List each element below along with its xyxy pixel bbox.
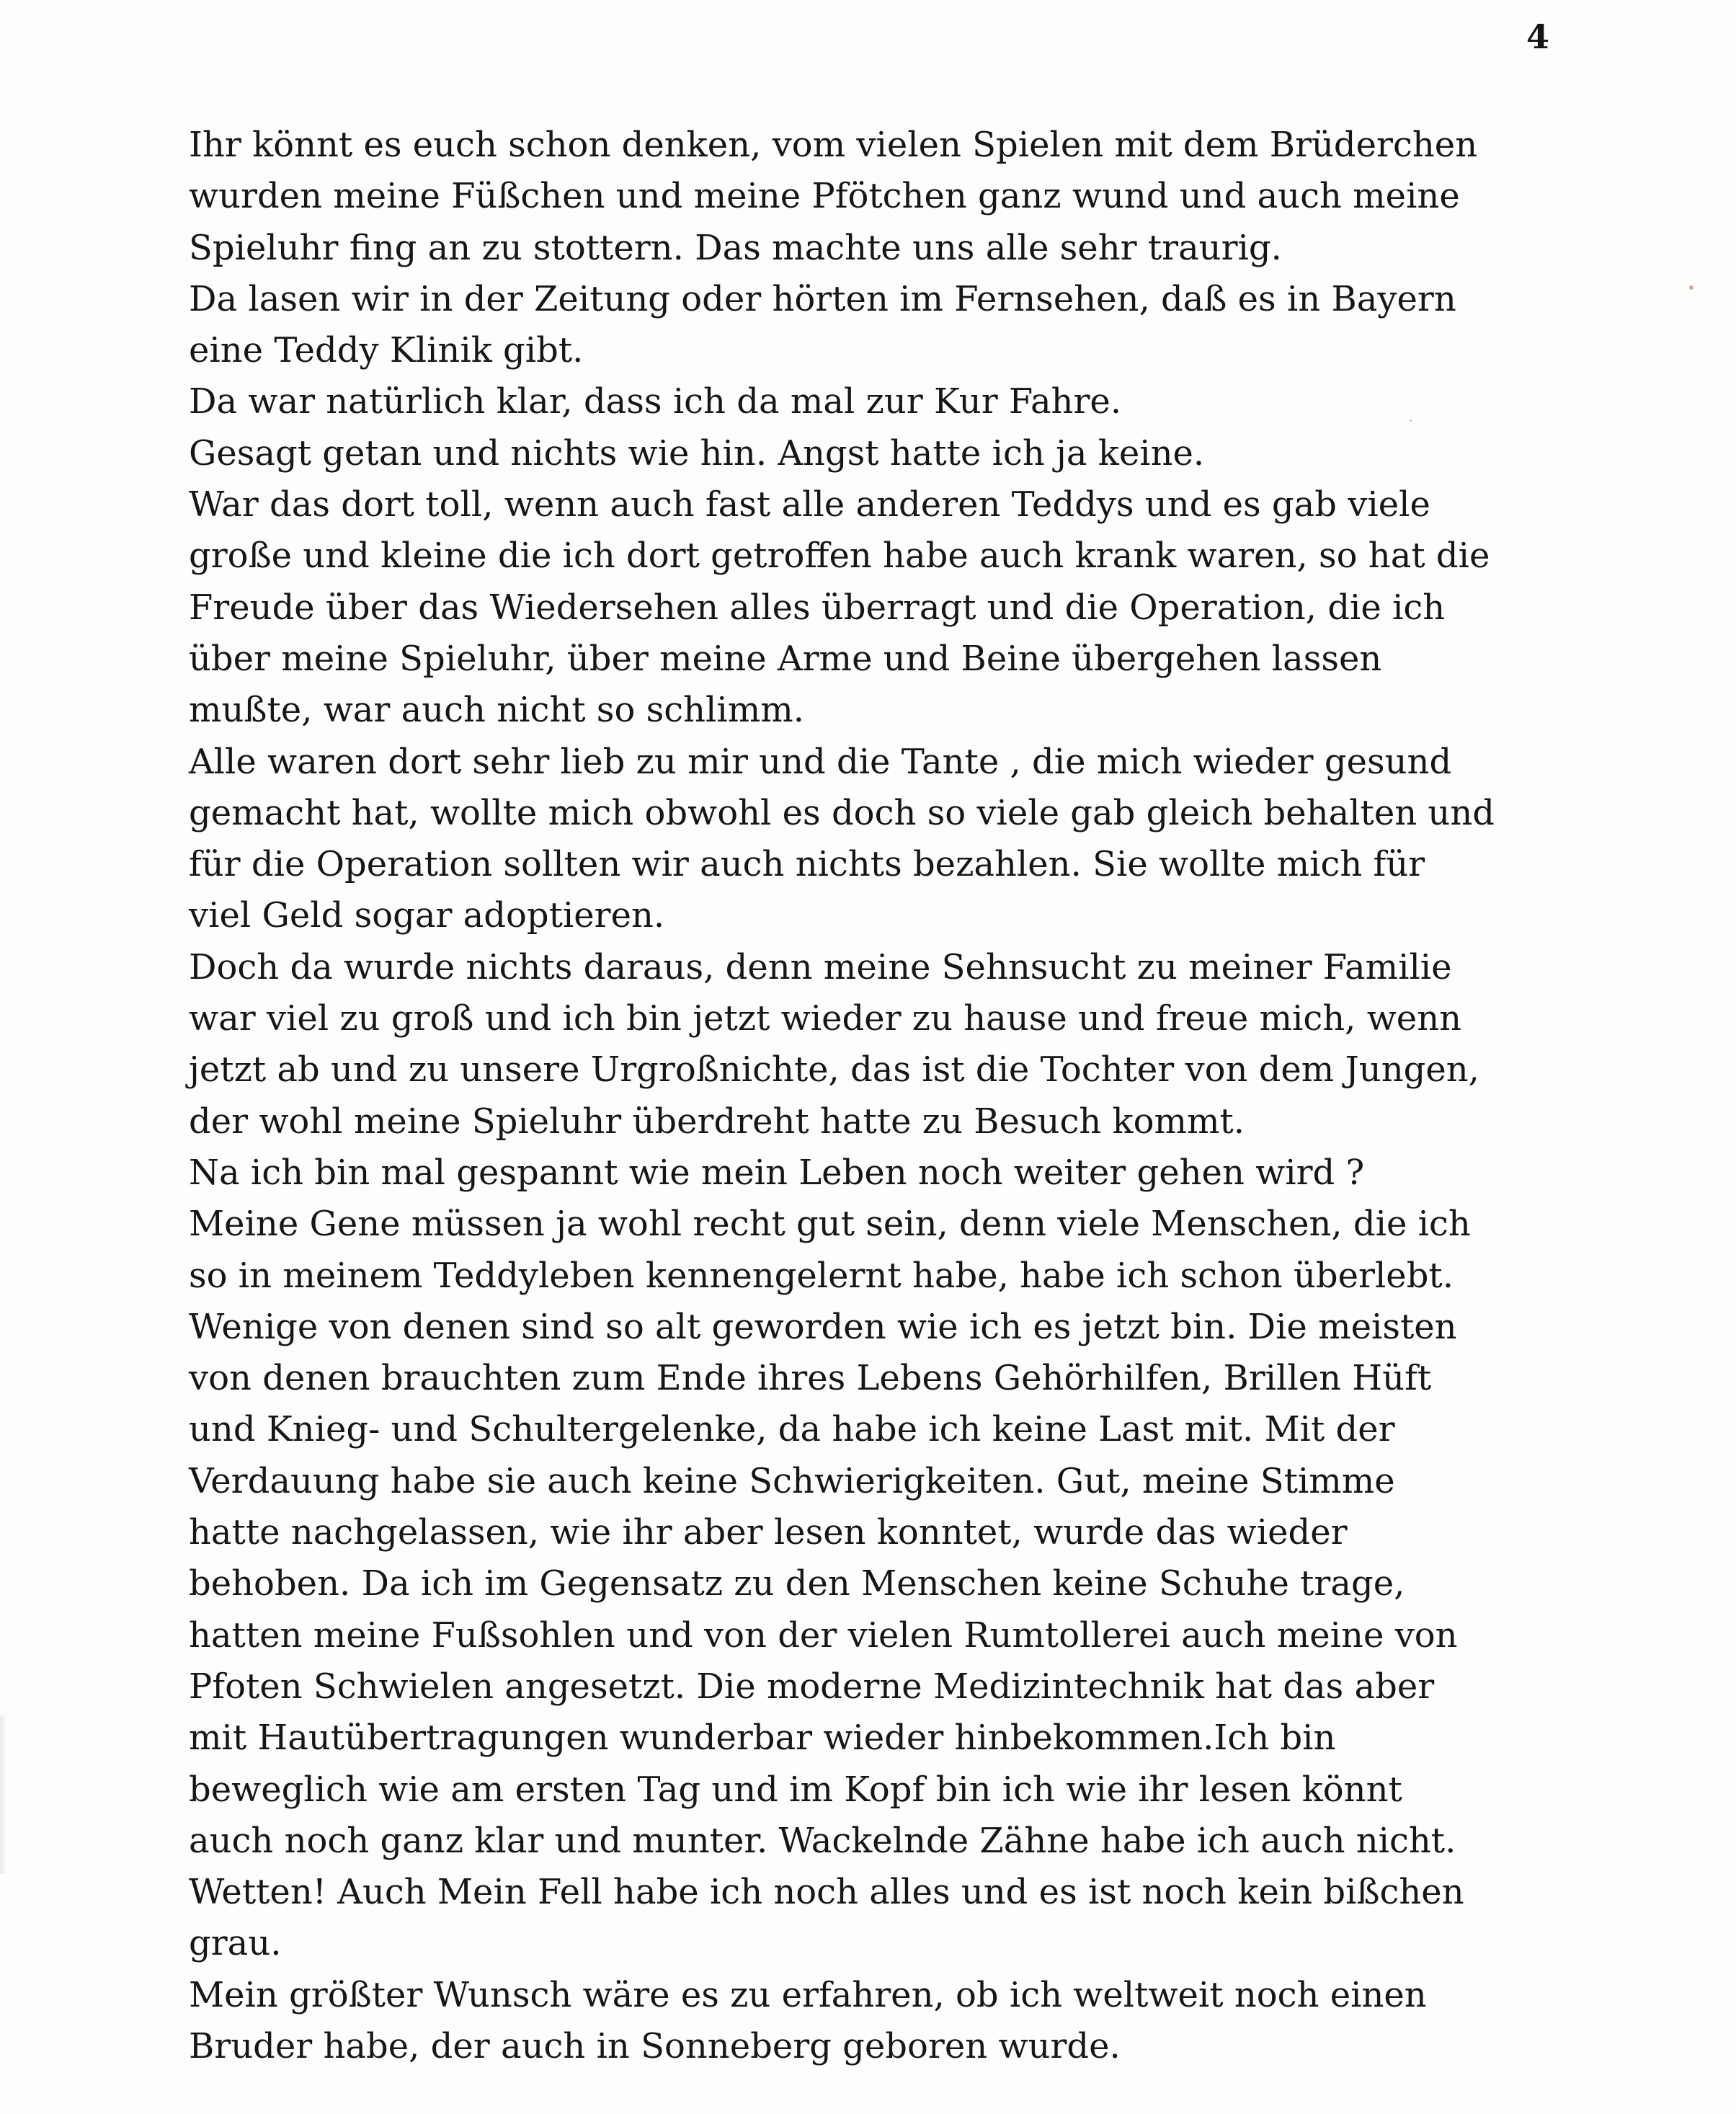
text-line: Wenige von denen sind so alt geworden wie ich es jetzt bin. Die meisten <box>189 1306 1457 1347</box>
text-line: Mein größter Wunsch wäre es zu erfahren, ob ich weltweit noch einen <box>189 1974 1427 2015</box>
text-line: auch noch ganz klar und munter. Wackelnde Zähne habe ich auch nicht. <box>189 1820 1456 1861</box>
text-line: von denen brauchten zum Ende ihres Lebens Gehörhilfen, Brillen Hüft <box>189 1358 1432 1399</box>
text-line: große und kleine die ich dort getroffen habe auch krank waren, so hat die <box>189 536 1490 577</box>
text-line: eine Teddy Klinik gibt. <box>189 330 584 371</box>
text-line: Freude über das Wiedersehen alles überragt und die Operation, die ich <box>189 587 1446 628</box>
body-text <box>189 120 1601 2072</box>
text-line: war viel zu groß und ich bin jetzt wieder zu hause und freue mich, wenn <box>189 998 1462 1039</box>
text-line: der wohl meine Spieluhr überdreht hatte zu Besuch kommt. <box>189 1101 1245 1142</box>
text-line: viel Geld sogar adoptieren. <box>189 895 665 936</box>
text-line: Ihr könnt es euch schon denken, vom vielen Spielen mit dem Brüderchen <box>189 125 1478 165</box>
text-line: beweglich wie am ersten Tag und im Kopf bin ich wie ihr lesen könnt <box>189 1769 1402 1810</box>
text-line: behoben. Da ich im Gegensatz zu den Menschen keine Schuhe trage, <box>189 1563 1405 1604</box>
text-line: Spieluhr fing an zu stottern. Das machte uns alle sehr traurig. <box>189 227 1282 268</box>
text-line: Wetten! Auch Mein Fell habe ich noch alles und es ist noch kein bißchen <box>189 1872 1464 1913</box>
text-line: hatte nachgelassen, wie ihr aber lesen konntet, wurde das wieder <box>189 1512 1348 1553</box>
text-line: Na ich bin mal gespannt wie mein Leben noch weiter gehen wird ? <box>189 1152 1365 1193</box>
text-line: Da lasen wir in der Zeitung oder hörten im Fernsehen, daß es in Bayern <box>189 278 1456 319</box>
text-line: mußte, war auch nicht so schlimm. <box>189 690 805 731</box>
text-line: grau. <box>189 1923 282 1964</box>
text-line: wurden meine Füßchen und meine Pfötchen ganz wund und auch meine <box>189 176 1460 217</box>
text-line: Bruder habe, der auch in Sonneberg geboren wurde. <box>189 2025 1121 2066</box>
page-number: 4 <box>1526 17 1550 56</box>
text-line: Doch da wurde nichts daraus, denn meine Sehnsucht zu meiner Familie <box>189 946 1452 987</box>
text-line: und Knieg- und Schultergelenke, da habe ich keine Last mit. Mit der <box>189 1409 1395 1450</box>
text-line: Meine Gene müssen ja wohl recht gut sein, denn viele Menschen, die ich <box>189 1204 1471 1245</box>
text-line: so in meinem Teddyleben kennengelernt habe, habe ich schon überlebt. <box>189 1255 1454 1296</box>
text-line: über meine Spieluhr, über meine Arme und Beine übergehen lassen <box>189 638 1382 679</box>
text-line: Pfoten Schwielen angesetzt. Die moderne Medizintechnik hat das aber <box>189 1666 1435 1707</box>
text-line: für die Operation sollten wir auch nichts bezahlen. Sie wollte mich für <box>189 844 1425 885</box>
paper-speck <box>1689 285 1693 290</box>
text-line: gemacht hat, wollte mich obwohl es doch so viele gab gleich behalten und <box>189 792 1495 833</box>
text-line: Verdauung habe sie auch keine Schwierigkeiten. Gut, meine Stimme <box>189 1460 1395 1501</box>
scan-edge-shadow <box>0 1715 7 1874</box>
text-line: Da war natürlich klar, dass ich da mal zur Kur Fahre. <box>189 381 1122 422</box>
text-line: Alle waren dort sehr lieb zu mir und die Tante , die mich wieder gesund <box>189 741 1452 782</box>
text-line: War das dort toll, wenn auch fast alle anderen Teddys und es gab viele <box>189 484 1430 525</box>
text-line: hatten meine Fußsohlen und von der vielen Rumtollerei auch meine von <box>189 1615 1458 1656</box>
text-line: mit Hautübertragungen wunderbar wieder hinbekommen.Ich bin <box>189 1718 1336 1759</box>
text-line: jetzt ab und zu unsere Urgroßnichte, das ist die Tochter von dem Jungen, <box>189 1049 1479 1091</box>
text-line: Gesagt getan und nichts wie hin. Angst hatte ich ja keine. <box>189 432 1205 474</box>
